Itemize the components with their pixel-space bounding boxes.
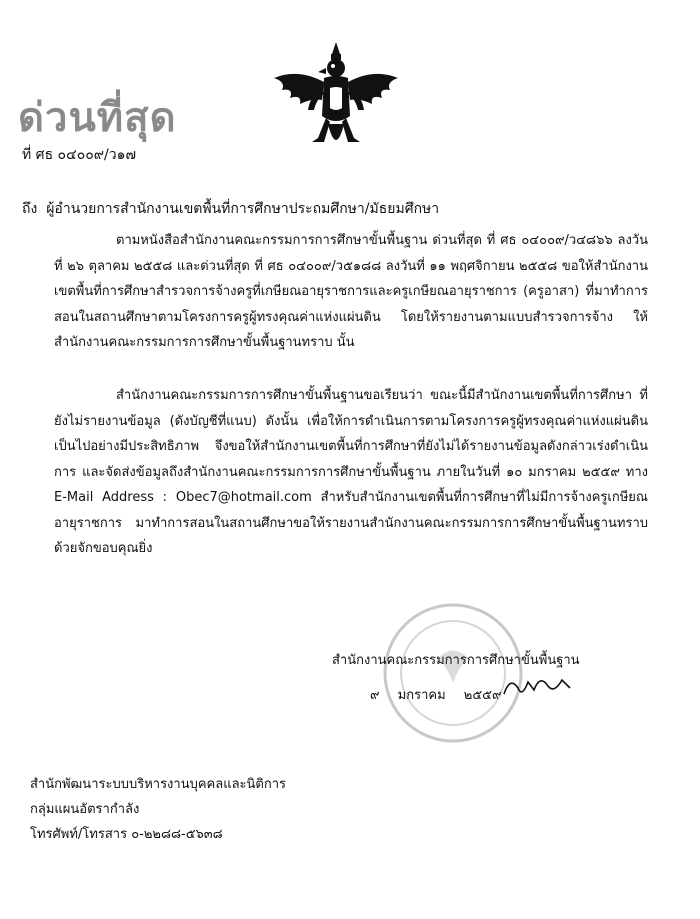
- footer-division: สำนักพัฒนาระบบบริหารงานบุคคลและนิติการ: [30, 777, 287, 792]
- document-number: ที่ ศธ ๐๔๐๐๙/ว๑๗: [22, 147, 137, 163]
- footer-group: กลุ่มแผนอัตรากำลัง: [30, 802, 140, 817]
- recipient-name: ผู้อำนวยการสำนักงานเขตพื้นที่การศึกษาประถมศึกษา/มัธยมศึกษา: [46, 201, 440, 217]
- garuda-emblem-icon: [268, 38, 404, 158]
- signature-date: ๙ มกราคม ๒๕๕๙: [370, 688, 502, 703]
- contact-footer: [30, 772, 286, 847]
- urgency-stamp: ด่วนที่สุด: [18, 94, 177, 141]
- recipient-label: ถึง: [22, 201, 38, 217]
- signatory-organization: สำนักงานคณะกรรมการการศึกษาขั้นพื้นฐาน: [332, 653, 580, 668]
- body-paragraph-2: สำนักงานคณะกรรมการการศึกษาขั้นพื้นฐานขอเรียนว่า ขณะนี้มีสำนักงานเขตพื้นที่การศึกษา ที่ยังไม่รายงานข้อมูล (ดังบัญชีที่แนบ) ดังนั้น เพื่อให้การดำเนินการตามโครงการครูผู้ทรงคุณค่าแห่งแผ่นดิน เป็นไปอย่างมีประสิทธิภาพ จึงขอให้สำนักงานเขตพื้นที่การศึกษาที่ยังไม่ได้รายงานข้อมูลดังกล่าวเร่งดำเนินการ และจัดส่งข้อมูลถึงสำนักงานคณะกรรมการการศึกษาขั้นพื้นฐาน ภายในวันที่ ๑๐ มกราคม ๒๕๕๙ ทาง E-Mail Address : Obec7@hotmail.com สำหรับสำนักงานเขตพื้นที่การศึกษาที่ไม่มีการจ้างครูเกษียณอายุราชการ มาทำการสอนในสถานศึกษาขอให้รายงานสำนักงานคณะกรรมการการศึกษาขั้นพื้นฐานทราบด้วยจักขอบคุณยิ่ง: [54, 388, 648, 556]
- footer-phone: โทรศัพท์/โทรสาร ๐-๒๒๘๘-๕๖๓๘: [30, 827, 223, 842]
- recipient-line: [22, 198, 439, 220]
- handwritten-signature-icon: [500, 668, 580, 708]
- body-paragraph-1: ตามหนังสือสำนักงานคณะกรรมการการศึกษาขั้นพื้นฐาน ด่วนที่สุด ที่ ศธ ๐๔๐๐๙/ว๔๘๖๖ ลงวันที่ ๒๖ ตุลาคม ๒๕๕๘ และด่วนที่สุด ที่ ศธ ๐๔๐๐๙/ว๕๑๘๘ ลงวันที่ ๑๑ พฤศจิกายน ๒๕๕๘ ขอให้สำนักงานเขตพื้นที่การศึกษาสำรวจการจ้างครูที่เกษียณอายุราชการและครูเกษียณอายุราชการ (ครูอาสา) ที่มาทำการสอนในสถานศึกษาตามโครงการครูผู้ทรงคุณค่าแห่งแผ่นดิน โดยให้รายงานตามแบบสำรวจการจ้าง ให้สำนักงานคณะกรรมการการศึกษาขั้นพื้นฐานทราบ นั้น: [54, 233, 648, 350]
